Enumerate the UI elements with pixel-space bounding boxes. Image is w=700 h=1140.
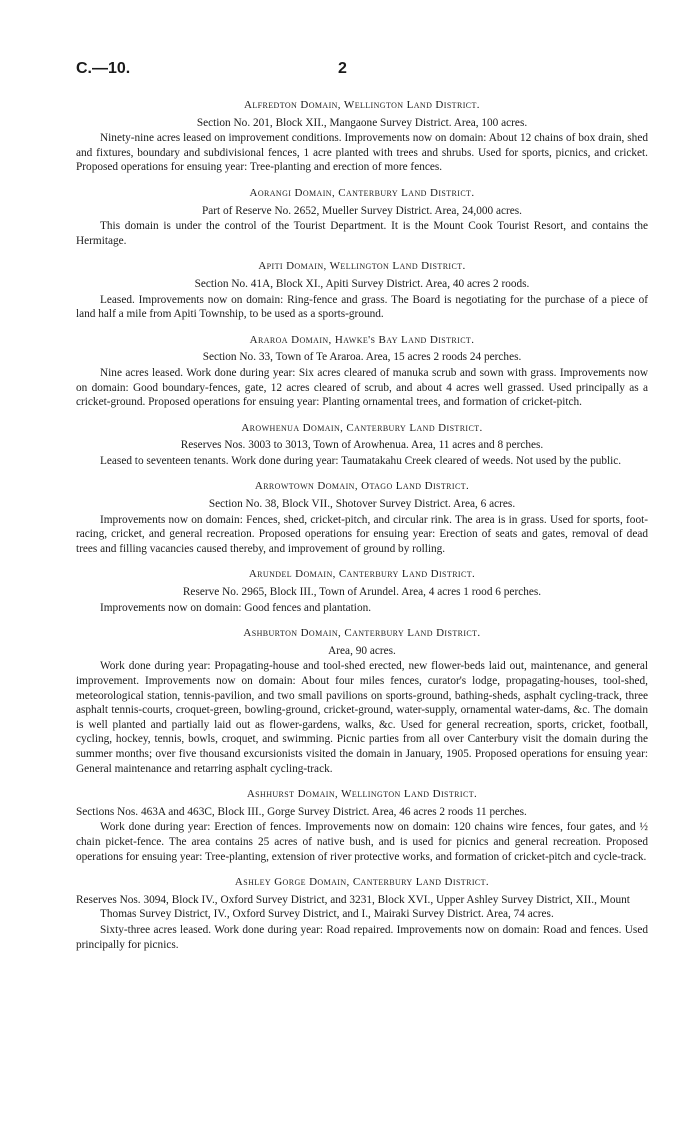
domain-section: Part of Reserve No. 2652, Mueller Survey District. Area, 24,000 acres. — [202, 204, 522, 217]
domain-entry — [76, 626, 648, 776]
domain-entry — [76, 98, 648, 175]
domain-entry — [76, 186, 648, 248]
domain-title: Ashburton Domain, Canterbury Land District. — [243, 627, 481, 640]
domain-title: Aorangi Domain, Canterbury Land District. — [249, 186, 475, 199]
page-number: 2 — [338, 60, 347, 77]
domain-body: Improvements now on domain: Good fences and plantation. — [100, 601, 372, 614]
document-reference: C.—10. — [76, 60, 131, 77]
domain-body: Nine acres leased. Work done during year: Six acres cleared of manuka scrub and sown with grass. Improvements now on domain: Good boundary-fences, gate, 12 acres cleared of scrub, and about 4 acres well grassed. Used principally as a cricket-ground. Proposed operations for ensuing year: Planting ornamental trees, and formation of cricket-pitch. — [76, 366, 648, 409]
domain-entry — [76, 787, 648, 864]
domain-entry — [76, 333, 648, 410]
domain-body: This domain is under the control of the Tourist Department. It is the Mount Cook Tourist Resort, and contains the Hermitage. — [76, 220, 648, 247]
domain-section: Reserves Nos. 3094, Block IV., Oxford Survey District, and 3231, Block XVI., Upper Ashley Survey District, XII., Mount Thomas Survey District, IV., Oxford Survey District, and I., Mairaki Survey District. Area, 74 acres. — [76, 893, 630, 921]
domain-entry — [76, 421, 648, 469]
domain-body: Sixty-three acres leased. Work done during year: Road repaired. Improvements now on domain: Road and fences. Used principally for picnics. — [76, 923, 648, 951]
domain-section: Section No. 33, Town of Te Araroa. Area, 15 acres 2 roods 24 perches. — [202, 351, 522, 364]
domain-body: Leased to seventeen tenants. Work done during year: Taumatakahu Creek cleared of weeds. Not used by the public. — [100, 454, 622, 467]
domain-section: Reserves Nos. 3003 to 3013, Town of Arowhenua. Area, 11 acres and 8 perches. — [180, 439, 544, 452]
domain-entry — [76, 567, 648, 615]
domain-body: Work done during year: Propagating-house and tool-shed erected, new flower-beds laid out, maintenance, and general improvement. Improvements now on domain: About four miles fences, curator's lodge, propagating-houses, tool-shed, meteorological station, tennis-pavilion, and two small pavilions on sports-ground, bathing-sheds, asphalt cycling-track, three asphalt tennis-courts, croquet-green, bowling-ground, cricket-ground, water-supply, ornamental water-dams, &c. The domain is well planted and partially laid out as flower-gardens, walks, &c. Used for general recreation, sports, cricket, football, cycling, hockey, tennis, bowls, croquet, and swimming. Picnic parties from all over Canterbury visit the domain during the summer months; over five thousand excursionists visited the domain in January, 1905. Proposed operations for ensuing year: General maintenance and retarring asphalt cycling-track. — [76, 660, 648, 775]
domain-entry — [76, 259, 648, 321]
domain-title: Araroa Domain, Hawke's Bay Land District. — [249, 333, 475, 346]
domain-section: Area, 90 acres. — [328, 644, 396, 657]
domain-title: Arrowtown Domain, Otago Land District. — [254, 480, 470, 493]
domain-section: Reserve No. 2965, Block III., Town of Arundel. Area, 4 acres 1 rood 6 perches. — [182, 586, 542, 599]
domain-body: Ninety-nine acres leased on improvement conditions. Improvements now on domain: About 12 chains of box drain, shed and fixtures, boundary and subdivisional fences, 1 acre planted with trees and shrubs. Used for sports, picnics, and cricket. Proposed operations for ensuing year: Tree-planting and erection of more fences. — [76, 132, 648, 174]
domain-title: Arowhenua Domain, Canterbury Land District. — [241, 421, 483, 434]
domain-title: Ashley Gorge Domain, Canterbury Land District. — [234, 876, 490, 889]
domain-title: Ashhurst Domain, Wellington Land District. — [246, 788, 478, 801]
running-header — [76, 62, 648, 84]
domain-entries — [76, 98, 648, 963]
domain-entry — [76, 875, 648, 952]
domain-entry — [76, 479, 648, 556]
domain-body: Work done during year: Erection of fences. Improvements now on domain: 120 chains wire fences, four gates, and ½ chain picket-fence. The area contains 25 acres of native bush, and is used for picnics and general recreation. Proposed operations for ensuing year: Tree-planting, extension of river protective works, and formation of cricket-pitch and cycle-track. — [76, 821, 648, 863]
domain-section: Section No. 41A, Block XI., Apiti Survey District. Area, 40 acres 2 roods. — [194, 277, 530, 290]
domain-section: Section No. 38, Block VII., Shotover Survey District. Area, 6 acres. — [208, 498, 516, 511]
domain-title: Apiti Domain, Wellington Land District. — [258, 260, 466, 273]
domain-title: Alfredton Domain, Wellington Land District. — [244, 99, 480, 111]
domain-title: Arundel Domain, Canterbury Land District. — [248, 568, 476, 581]
domain-section: Sections Nos. 463A and 463C, Block III., Gorge Survey District. Area, 46 acres 2 roods 11 perches. — [76, 805, 527, 818]
domain-body: Leased. Improvements now on domain: Ring-fence and grass. The Board is negotiating for the purchase of a piece of land half a mile from Apiti Township, to be used as a sports-ground. — [76, 293, 648, 321]
domain-body: Improvements now on domain: Fences, shed, cricket-pitch, and circular rink. The area is in grass. Used for sports, foot-racing, cricket, and general recreation. Proposed operations for ensuing year: Erection of seats and gates, removal of dead trees and filling vacancies caused thereby, and improvement of ground by rolling. — [76, 513, 648, 555]
domain-section: Section No. 201, Block XII., Mangaone Survey District. Area, 100 acres. — [196, 116, 528, 129]
